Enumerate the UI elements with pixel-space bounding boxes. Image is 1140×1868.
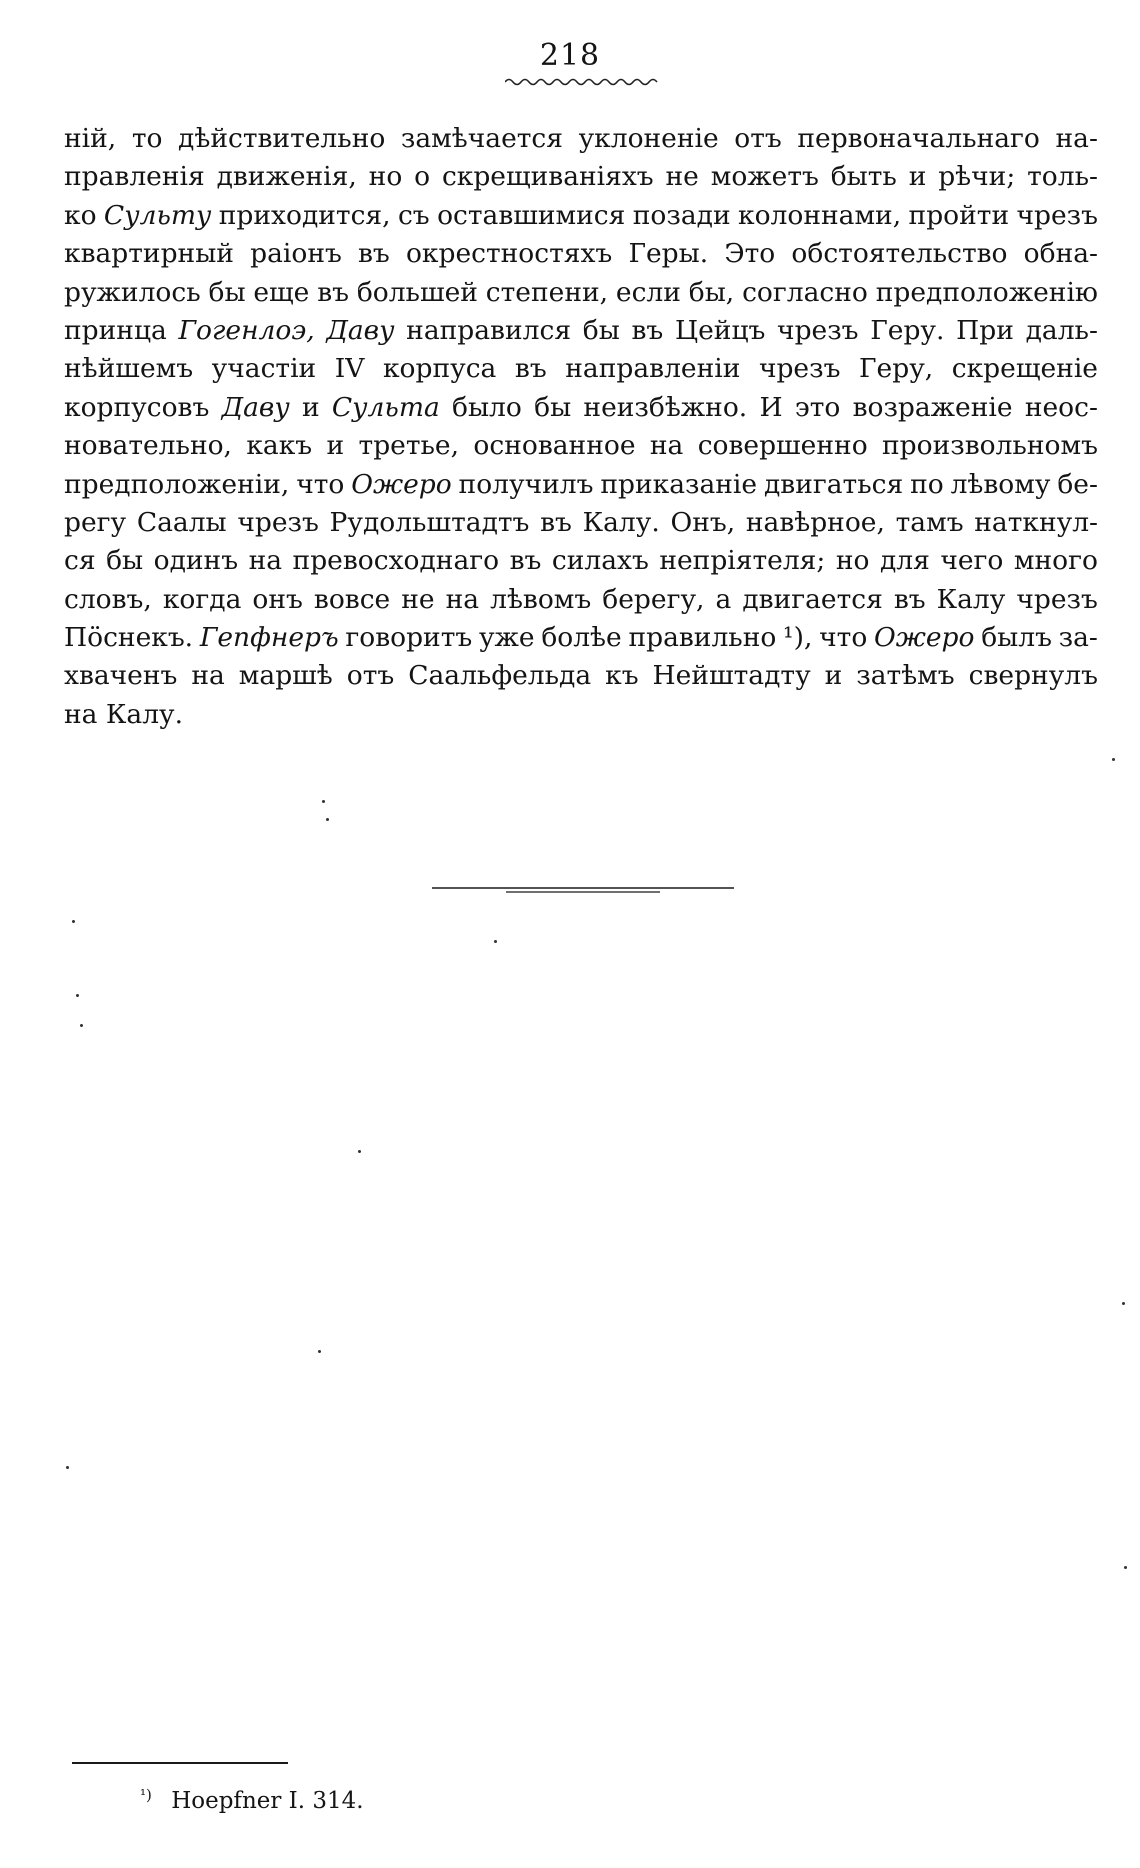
word: чрезъ <box>1016 199 1098 231</box>
word: одинъ <box>153 545 239 577</box>
word: маршѣ <box>238 660 333 692</box>
word: для <box>879 545 930 577</box>
text-line <box>64 504 1098 542</box>
word: если <box>615 276 681 308</box>
word: когда <box>162 583 242 615</box>
footnote-marker: ¹) <box>140 1786 152 1804</box>
word: движенія, <box>216 161 357 193</box>
word: рѣчи; <box>938 161 1016 193</box>
word: предположеніи, <box>64 468 290 500</box>
word: и <box>908 161 927 193</box>
word: толь- <box>1027 161 1098 193</box>
word: въ <box>317 276 349 308</box>
word: третье, <box>358 430 460 462</box>
word: то <box>131 123 163 154</box>
word: Нейштадту <box>652 660 811 692</box>
word: окрестностяхъ <box>405 238 613 270</box>
word: новательно, <box>64 430 232 462</box>
print-speck <box>494 940 497 943</box>
word: правленія <box>64 161 205 193</box>
word: согласно <box>742 276 868 308</box>
word: непріятеля; <box>659 545 826 577</box>
word: возраженіе <box>852 391 1013 423</box>
word: въ <box>514 353 547 385</box>
word: ся <box>64 545 96 577</box>
word: Онъ, <box>670 506 736 538</box>
person-name: Гогенлоэ, <box>178 314 315 346</box>
word: не <box>665 161 699 193</box>
word: бы <box>534 391 572 423</box>
word: обна- <box>1023 238 1098 270</box>
word: на- <box>1055 123 1098 154</box>
word: скрещиваніяхъ <box>441 161 654 193</box>
word: бы <box>208 276 246 308</box>
word: IV <box>334 353 365 385</box>
text-line <box>64 158 1098 196</box>
text-line <box>64 466 1098 504</box>
word: тамъ <box>895 506 964 538</box>
word: можетъ <box>710 161 819 193</box>
word: навѣрное, <box>745 506 885 538</box>
print-speck <box>66 1466 69 1469</box>
person-name: Даву <box>221 391 290 423</box>
word: приказаніе <box>600 468 758 500</box>
word: въ <box>631 314 664 346</box>
word: въ <box>509 545 542 577</box>
print-speck <box>318 1350 321 1353</box>
word: дѣйствительно <box>178 123 386 154</box>
word: бы, <box>688 276 735 308</box>
word: даль- <box>1025 314 1098 346</box>
word: двигаться <box>763 468 904 500</box>
print-speck <box>1112 758 1115 761</box>
word: квартирный <box>64 238 234 270</box>
word: чего <box>940 545 1004 577</box>
word: свернулъ <box>968 660 1098 692</box>
word: При <box>956 314 1014 346</box>
section-divider <box>432 886 734 896</box>
word: берегу, <box>602 583 705 615</box>
word: въ <box>893 583 926 615</box>
print-speck <box>1124 1566 1127 1569</box>
word: бе- <box>1057 468 1098 500</box>
word: за- <box>1058 622 1098 654</box>
word: на <box>445 583 480 615</box>
word: на <box>649 430 684 462</box>
word: ружилось <box>64 276 201 308</box>
footnote-divider <box>72 1762 288 1764</box>
word: ко <box>64 199 97 231</box>
word: превосходнаго <box>292 545 500 577</box>
word: словъ, <box>64 583 152 615</box>
word: чрезъ <box>237 506 319 538</box>
word: Калу <box>936 583 1006 615</box>
text-line <box>64 312 1098 350</box>
word: на Калу. <box>64 698 184 730</box>
word: пройти <box>908 199 1010 231</box>
page-number: 218 <box>539 38 601 73</box>
word: по <box>910 468 944 500</box>
word: принца <box>64 314 167 346</box>
word: получилъ <box>458 468 594 500</box>
word: степени, <box>485 276 609 308</box>
person-name: Гепфнеръ <box>199 622 339 654</box>
print-speck <box>322 800 325 803</box>
print-speck <box>80 1024 83 1027</box>
word: но <box>835 545 870 577</box>
word: это <box>794 391 841 423</box>
word: еще <box>253 276 310 308</box>
page-number-ornament <box>505 76 659 88</box>
word: вовсе <box>313 583 391 615</box>
footnote-text: Hoepfner I. 314. <box>171 1788 364 1814</box>
print-speck <box>76 994 79 997</box>
word: наткнул- <box>974 506 1098 538</box>
text-line <box>64 427 1098 465</box>
word: на <box>248 545 283 577</box>
text-line <box>64 619 1098 657</box>
word: былъ <box>981 622 1052 654</box>
word: и <box>326 430 345 462</box>
text-line <box>64 657 1098 695</box>
print-speck <box>358 1150 361 1153</box>
word: съ <box>397 199 430 231</box>
word: скрещеніе <box>951 353 1098 385</box>
word: въ <box>540 506 572 538</box>
word: затѣмъ <box>856 660 955 692</box>
word: уклоненіе <box>578 123 719 154</box>
word: корпуса <box>382 353 497 385</box>
word: Это <box>724 238 776 270</box>
word: чрезъ <box>1016 583 1098 615</box>
word: нѣйшемъ <box>64 353 194 385</box>
word: И <box>759 391 783 423</box>
word: лѣвому <box>950 468 1051 500</box>
word: Цейцъ <box>674 314 766 346</box>
word: уже <box>478 622 535 654</box>
person-name: Сульта <box>331 391 440 423</box>
word: регу <box>64 506 127 538</box>
footnote <box>140 1786 364 1814</box>
word: неизбѣжно. <box>583 391 748 423</box>
word: что <box>819 622 868 654</box>
word: онъ <box>252 583 303 615</box>
text-line <box>64 120 1098 158</box>
word: а <box>715 583 732 615</box>
word: корпусовъ <box>64 391 210 423</box>
word: обстоятельство <box>791 238 1008 270</box>
person-name: Даву <box>326 314 395 346</box>
word: Геру. <box>870 314 945 346</box>
word: отъ <box>346 660 395 692</box>
word: въ <box>358 238 390 270</box>
word: чрезъ <box>758 353 841 385</box>
word: оставшимися <box>437 199 626 231</box>
word: направленіи <box>565 353 741 385</box>
text-line <box>64 274 1098 312</box>
word: лѣвомъ <box>490 583 592 615</box>
word: замѣчается <box>400 123 563 154</box>
word: не <box>401 583 435 615</box>
word: предположенію <box>875 276 1098 308</box>
word: правильно <box>628 622 777 654</box>
text-line <box>64 542 1098 580</box>
word: о <box>414 161 431 193</box>
word: основанное <box>473 430 636 462</box>
word: Геру, <box>859 353 934 385</box>
word: силахъ <box>551 545 649 577</box>
print-speck <box>1122 1302 1125 1305</box>
word: большей <box>356 276 478 308</box>
word: и <box>824 660 843 692</box>
word: много <box>1013 545 1098 577</box>
person-name: Ожеро <box>874 622 975 654</box>
word: и <box>301 391 320 423</box>
word: быть <box>830 161 897 193</box>
word: Саальфельда <box>408 660 592 692</box>
text-line <box>64 350 1098 388</box>
print-speck <box>326 818 329 821</box>
word: колоннами, <box>738 199 902 231</box>
word: Пӧснекъ. <box>64 622 194 654</box>
word: какъ <box>246 430 313 462</box>
footnote-reference: ¹), <box>783 622 813 654</box>
word: Калу. <box>582 506 660 538</box>
text-line <box>64 696 1098 734</box>
word: Рудольштадтъ <box>329 506 530 538</box>
word: говоритъ <box>345 622 473 654</box>
word: бы <box>106 545 144 577</box>
person-name: Сульту <box>103 199 212 231</box>
word: на <box>191 660 225 692</box>
word: двигается <box>742 583 883 615</box>
person-name: Ожеро <box>351 468 452 500</box>
word: къ <box>605 660 639 692</box>
word: раіонъ <box>250 238 342 270</box>
word: Геры. <box>628 238 709 270</box>
print-speck <box>72 920 75 923</box>
word: хваченъ <box>64 660 178 692</box>
word: чрезъ <box>777 314 859 346</box>
word: отъ <box>734 123 782 154</box>
word: совершенно <box>697 430 868 462</box>
word: Саалы <box>136 506 227 538</box>
word: первоначальнаго <box>797 123 1040 154</box>
word: болѣе <box>541 622 622 654</box>
text-line <box>64 235 1098 273</box>
word: произвольномъ <box>882 430 1098 462</box>
body-text <box>64 120 1098 734</box>
word: бы <box>582 314 620 346</box>
word: позади <box>632 199 731 231</box>
text-line <box>64 389 1098 427</box>
word: было <box>452 391 522 423</box>
word: но <box>368 161 403 193</box>
word: ній, <box>64 123 117 154</box>
word: что <box>296 468 345 500</box>
word: приходится, <box>218 199 391 231</box>
word: направился <box>406 314 572 346</box>
text-line <box>64 197 1098 235</box>
text-line <box>64 581 1098 619</box>
word: участіи <box>211 353 317 385</box>
word: неос- <box>1024 391 1098 423</box>
